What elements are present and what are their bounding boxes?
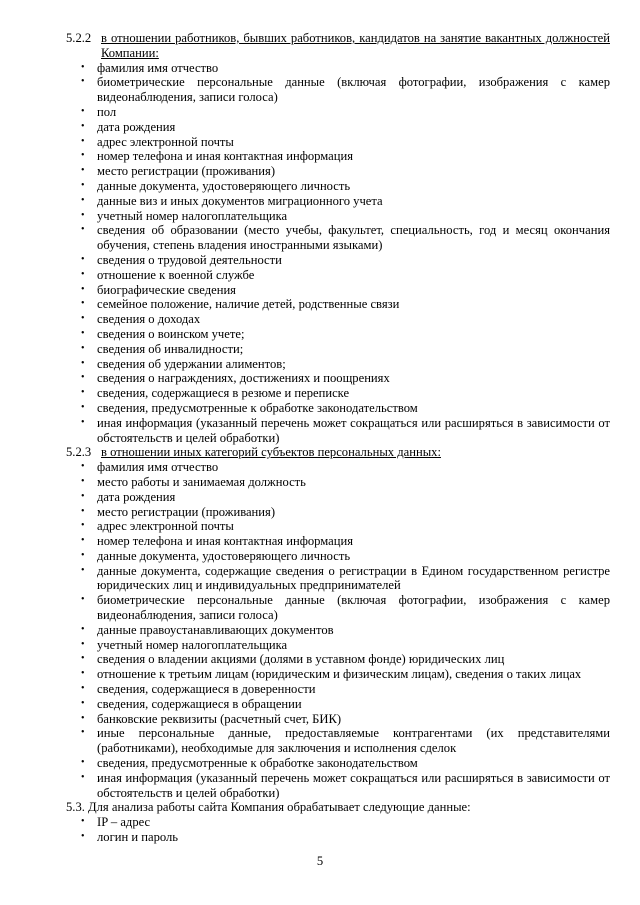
bullet-icon: •: [81, 490, 85, 502]
list-item-text: биометрические персональные данные (включая фотографии, изображения с камер видеонаблюдения, записи голоса): [97, 593, 610, 623]
list-item: [66, 549, 610, 564]
section-title: в отношении работников, бывших работников, кандидатов на занятие вакантных должностей Компании:: [101, 31, 610, 60]
page-number: 5: [316, 854, 324, 868]
bullet-icon: •: [81, 253, 85, 265]
list-item: [66, 771, 610, 801]
list-item-text: сведения об образовании (место учебы, факультет, специальность, год и месяц окончания обучения, степень владения иностранными языками): [97, 223, 610, 253]
bullet-icon: •: [81, 416, 85, 428]
list-item: [66, 327, 610, 342]
list-item: [66, 460, 610, 475]
list-item-text: учетный номер налогоплательщика: [97, 208, 288, 223]
bullet-icon: •: [81, 520, 85, 532]
list-item-text: данные правоустанавливающих документов: [97, 622, 334, 637]
bullet-icon: •: [81, 401, 85, 413]
bullet-icon: •: [81, 816, 85, 828]
list-item-text: место регистрации (проживания): [97, 164, 276, 179]
list-item: [66, 357, 610, 372]
list-item: [66, 105, 610, 120]
list-item-text: сведения, предусмотренные к обработке законодательством: [97, 756, 418, 771]
list-item: [66, 179, 610, 194]
bullet-icon: •: [81, 623, 85, 635]
list-item: [66, 342, 610, 357]
bullet-icon: •: [81, 564, 85, 576]
bullet-icon: •: [81, 342, 85, 354]
list-item: [66, 682, 610, 697]
bullet-icon: •: [81, 298, 85, 310]
bullet-icon: •: [81, 549, 85, 561]
list-item-text: данные виз и иных документов миграционного учета: [97, 193, 383, 208]
list-item-text: учетный номер налогоплательщика: [97, 637, 288, 652]
bullet-icon: •: [81, 757, 85, 769]
list-item-text: IP – адрес: [97, 815, 151, 830]
list-item: [66, 149, 610, 164]
list-item: [66, 830, 610, 845]
list-item-text: сведения, содержащиеся в обращении: [97, 696, 302, 711]
list-item: [66, 593, 610, 623]
list-item-text: номер телефона и иная контактная информация: [97, 149, 354, 164]
bullet-icon: •: [81, 209, 85, 221]
list-item-text: адрес электронной почты: [97, 134, 234, 149]
list-item: [66, 253, 610, 268]
list-item: [66, 401, 610, 416]
list-item-text: сведения о доходах: [97, 312, 201, 327]
bullet-icon: •: [81, 313, 85, 325]
bullet-list-5-3: [66, 815, 610, 845]
list-item: [66, 164, 610, 179]
list-item-text: адрес электронной почты: [97, 519, 234, 534]
bullet-icon: •: [81, 372, 85, 384]
list-item: [66, 75, 610, 105]
list-item-text: сведения об удержании алиментов;: [97, 356, 286, 371]
list-item-text: сведения о воинском учете;: [97, 326, 245, 341]
section-heading-5-2-3: [66, 445, 610, 460]
list-item: [66, 697, 610, 712]
list-item: [66, 712, 610, 727]
list-item: [66, 223, 610, 253]
bullet-icon: •: [81, 475, 85, 487]
list-item: [66, 386, 610, 401]
list-item: [66, 475, 610, 490]
bullet-icon: •: [81, 668, 85, 680]
list-item: [66, 490, 610, 505]
list-item-text: место регистрации (проживания): [97, 504, 276, 519]
list-item-text: семейное положение, наличие детей, родственные связи: [97, 297, 400, 312]
list-item-text: логин и пароль: [97, 830, 179, 845]
list-item-text: отношение к военной службе: [97, 267, 255, 282]
list-item: [66, 283, 610, 298]
list-item-text: данные документа, удостоверяющего личность: [97, 178, 351, 193]
list-item-text: биометрические персональные данные (включая фотографии, изображения с камер видеонаблюдения, записи голоса): [97, 75, 610, 105]
bullet-icon: •: [81, 165, 85, 177]
bullet-icon: •: [81, 727, 85, 739]
list-item: [66, 194, 610, 209]
bullet-icon: •: [81, 594, 85, 606]
bullet-list-5-2-3: [66, 460, 610, 800]
bullet-icon: •: [81, 535, 85, 547]
list-item-text: сведения, предусмотренные к обработке законодательством: [97, 400, 418, 415]
bullet-icon: •: [81, 327, 85, 339]
list-item: [66, 135, 610, 150]
list-item: [66, 505, 610, 520]
bullet-icon: •: [81, 194, 85, 206]
list-item-text: иная информация (указанный перечень может сокращаться или расширяться в зависимости от обстоятельств и целей обработки): [97, 770, 610, 800]
list-item-text: сведения о владении акциями (долями в уставном фонде) юридических лиц: [97, 652, 505, 667]
bullet-icon: •: [81, 505, 85, 517]
list-item-text: сведения об инвалидности;: [97, 341, 244, 356]
list-item-text: сведения, содержащиеся в доверенности: [97, 682, 316, 697]
list-item-text: фамилия имя отчество: [97, 460, 219, 475]
list-item-text: биографические сведения: [97, 282, 236, 297]
list-item: [66, 61, 610, 76]
list-item-text: сведения о трудовой деятельности: [97, 252, 282, 267]
list-item: [66, 623, 610, 638]
list-item: [66, 416, 610, 446]
list-item-text: данные документа, удостоверяющего личность: [97, 548, 351, 563]
bullet-icon: •: [81, 831, 85, 843]
list-item-text: номер телефона и иная контактная информация: [97, 534, 354, 549]
list-item: [66, 209, 610, 224]
list-item: [66, 312, 610, 327]
list-item-text: дата рождения: [97, 119, 176, 134]
list-item: [66, 534, 610, 549]
list-item: [66, 726, 610, 756]
list-item-text: фамилия имя отчество: [97, 60, 219, 75]
list-item-text: иные персональные данные, предоставляемые контрагентами (их представителями (работниками), необходимые для заключения и исполнения сделок: [97, 726, 610, 756]
list-item: [66, 371, 610, 386]
list-item: [66, 667, 610, 682]
section-heading-5-2-2: [66, 31, 610, 61]
list-item: [66, 756, 610, 771]
bullet-icon: •: [81, 461, 85, 473]
page-content: [66, 31, 610, 845]
bullet-icon: •: [81, 76, 85, 88]
bullet-icon: •: [81, 638, 85, 650]
list-item: [66, 564, 610, 594]
list-item: [66, 638, 610, 653]
bullet-icon: •: [81, 712, 85, 724]
list-item-text: сведения о награждениях, достижениях и поощрениях: [97, 371, 390, 386]
list-item-text: пол: [97, 104, 117, 119]
list-item-text: место работы и занимаемая должность: [97, 474, 306, 489]
bullet-icon: •: [81, 105, 85, 117]
bullet-icon: •: [81, 150, 85, 162]
bullet-icon: •: [81, 268, 85, 280]
list-item: [66, 120, 610, 135]
bullet-icon: •: [81, 697, 85, 709]
list-item-text: банковские реквизиты (расчетный счет, БИК): [97, 711, 342, 726]
bullet-icon: •: [81, 179, 85, 191]
list-item-text: отношение к третьим лицам (юридическим и физическим лицам), сведения о таких лицах: [97, 667, 582, 682]
bullet-icon: •: [81, 283, 85, 295]
section-number: 5.2.3: [66, 445, 92, 460]
bullet-icon: •: [81, 224, 85, 236]
bullet-icon: •: [81, 135, 85, 147]
list-item: [66, 268, 610, 283]
bullet-icon: •: [81, 387, 85, 399]
bullet-list-5-2-2: [66, 61, 610, 446]
section-number: 5.2.2: [66, 31, 92, 45]
list-item-text: иная информация (указанный перечень может сокращаться или расширяться в зависимости от обстоятельств и целей обработки): [97, 415, 610, 445]
bullet-icon: •: [81, 357, 85, 369]
list-item: [66, 815, 610, 830]
list-item: [66, 519, 610, 534]
list-item: [66, 297, 610, 312]
list-item-text: сведения, содержащиеся в резюме и переписке: [97, 386, 350, 401]
bullet-icon: •: [81, 683, 85, 695]
list-item: [66, 652, 610, 667]
bullet-icon: •: [81, 771, 85, 783]
list-item-text: данные документа, содержащие сведения о регистрации в Едином государственном регистре юридических лиц и индивидуальных предпринимателей: [97, 563, 610, 593]
bullet-icon: •: [81, 653, 85, 665]
bullet-icon: •: [81, 120, 85, 132]
section-heading-5-3: 5.3. Для анализа работы сайта Компания обрабатывает следующие данные:: [66, 800, 471, 815]
section-title: в отношении иных категорий субъектов персональных данных:: [101, 445, 441, 460]
bullet-icon: •: [81, 61, 85, 73]
list-item-text: дата рождения: [97, 489, 176, 504]
